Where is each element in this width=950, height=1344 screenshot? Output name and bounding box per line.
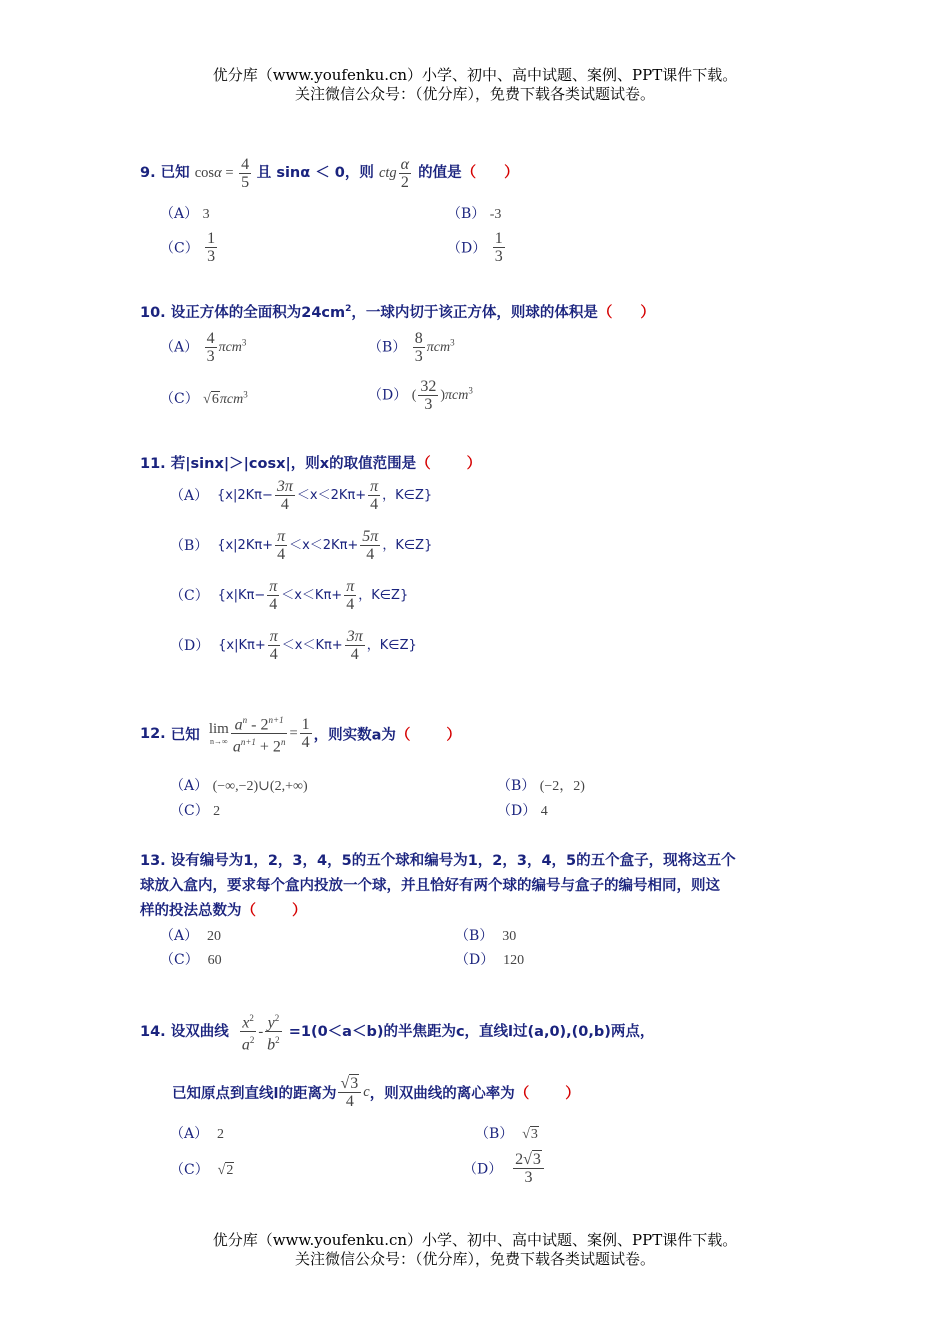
q9-number: 9. [140, 164, 156, 181]
q9-answer-open: （ [461, 164, 477, 181]
q9-option-c: （C） $\frac{1}{3}$ [160, 230, 216, 265]
q11-option-d: （D） {x|Kπ+ $\frac{\pi}{4}$ ＜x＜Kπ+ $\frac{3\pi}{4}$ ，K∈Z} [170, 628, 417, 663]
q9-suffix: 的值是 [418, 164, 462, 181]
q14-option-c: （C） √2 [170, 1162, 234, 1178]
q12-option-a: （A） (−∞,−2)∪(2,+∞) [170, 778, 308, 794]
header-line-2: 关注微信公众号：（优分库），免费下载各类试题试卷。 [294, 85, 655, 103]
q9-cos: cos [194, 164, 215, 181]
question-10: 10. 设正方体的全面积为$24cm^2$，一球内切于该正方体，则球的体积是（ ） [140, 304, 655, 321]
q9-half-angle: $\frac{\alpha}{2}$ [400, 156, 410, 191]
q9-answer-close: ） [504, 164, 519, 181]
q13-option-d: （D） 120 [455, 952, 525, 968]
q11-option-c: （C） {x|Kπ− $\frac{\pi}{4}$ ＜x＜Kπ+ $\frac{\pi}{4}$ ，K∈Z} [170, 578, 409, 613]
q11-option-b: （B） {x|2Kπ+ $\frac{\pi}{4}$ ＜x＜2Kπ+ $\frac{5\pi}{4}$ ，K∈Z} [170, 528, 433, 563]
q12-option-d: （D） 4 [497, 803, 548, 819]
q12-expression: $\frac{a^n - 2^{n+1}}{a^{n+1} + 2^n}$ [231, 712, 288, 756]
q13-option-b: （B） 30 [455, 928, 517, 944]
q10-option-a: （A） $\frac{4}{3}$ πcm$^3$ [160, 330, 247, 365]
footer-line-2: 关注微信公众号：（优分库），免费下载各类试题试卷。 [294, 1250, 655, 1268]
footer-line-1: 优分库（www.youfenku.cn）小学、初中、高中试题、案例、PPT课件下载。 [212, 1231, 738, 1249]
q9-eq: = [225, 164, 234, 181]
q9-ctg: ctg [378, 164, 397, 181]
q12-limit: lim n→∞ [208, 720, 229, 746]
q9-option-d: （D） $\frac{1}{3}$ [447, 230, 503, 265]
question-9 [140, 156, 519, 191]
q9-option-b: （B） -3 [447, 206, 502, 222]
question-14-line-2: 已知原点到直线l的距离为 $\frac{√3}{4}$ c，则双曲线的离心率为（ ） [172, 1075, 580, 1110]
question-13-line-2: 球放入盒内，要求每个盒内投放一个球，并且恰好有两个球的编号与盒子的编号相同，则这 [140, 878, 720, 894]
q11-option-a: （A） {x|2Kπ− $\frac{3\pi}{4}$ ＜x＜2Kπ+ $\frac{\pi}{4}$ ，K∈Z} [170, 478, 433, 513]
q9-alpha: α [214, 164, 222, 181]
q13-option-a: （A） 20 [160, 928, 222, 944]
q9-fraction: $\frac{4}{5}$ [241, 156, 250, 191]
question-11: 11. 若|sinx|＞|cosx|，则x的取值范围是（ ） [140, 456, 482, 472]
q12-option-b: （B） (−2，2) [497, 778, 585, 794]
question-12: 12. 已知 lim n→∞ $\frac{a^n - 2^{n+1}}{a^{n+1} + 2^n}$ = $\frac{1}{4}$ ，则实数a为（ ） [140, 712, 461, 756]
q9-prefix: 已知 [160, 164, 190, 181]
question-13-line-1: 13. 设有编号为1，2，3，4，5的五个球和编号为1，2，3，4，5的五个盒子，现将这五个 [140, 853, 736, 869]
q9-mid-text: 且 sinα ＜ 0，则 [256, 164, 374, 181]
q14-option-d: （D） $\frac{2√3}{3}$ [463, 1151, 546, 1186]
q10-option-d: （D） ( $\frac{32}{3}$ )πcm$^3$ [368, 378, 473, 413]
q14-option-b: （B） √3 [475, 1126, 538, 1142]
question-13-line-3: 样的投法总数为（ ） [140, 903, 307, 919]
q12-option-c: （C） 2 [170, 803, 221, 819]
q14-option-a: （A） 2 [170, 1126, 225, 1142]
q13-option-c: （C） 60 [160, 952, 222, 968]
header-line-1: 优分库（www.youfenku.cn）小学、初中、高中试题、案例、PPT课件下载。 [212, 66, 738, 84]
q9-option-a: （A） 3 [160, 206, 210, 222]
question-14-line-1: 14. 设双曲线 $\frac{x^2}{a^2}$ - $\frac{y^2}{b^2}$ =1(0＜a＜b)的半焦距为c，直线l过(a,0),(0,b)两点， [140, 1010, 654, 1054]
q10-option-b: （B） $\frac{8}{3}$ πcm$^3$ [368, 330, 455, 365]
q10-option-c: （C） √6πcm$^3$ [160, 389, 248, 407]
